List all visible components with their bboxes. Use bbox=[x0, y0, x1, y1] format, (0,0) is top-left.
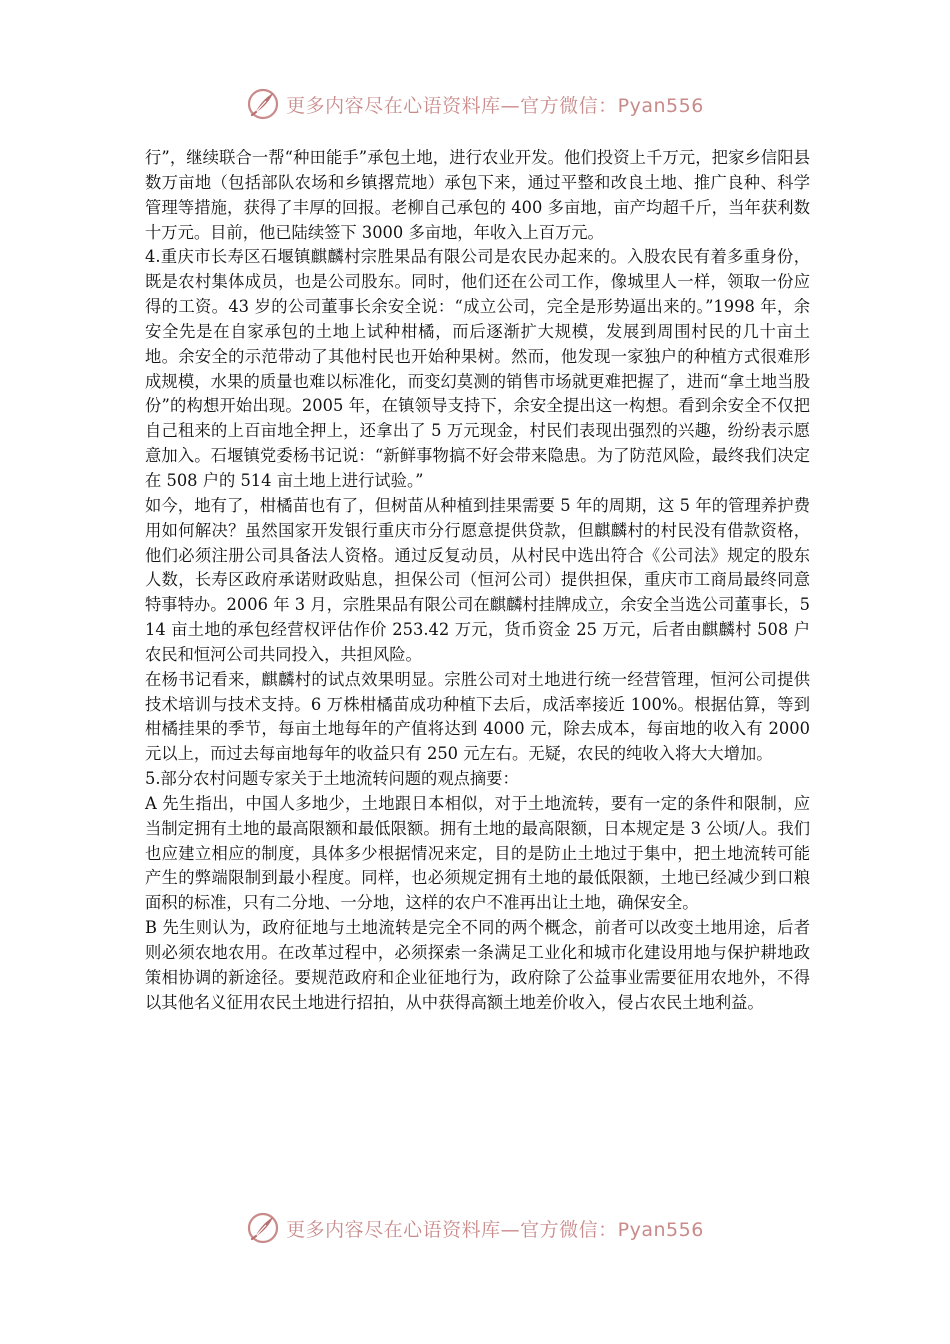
paragraph-6: A 先生指出，中国人多地少，土地跟日本相似，对于土地流转，要有一定的条件和限制，应当制定拥有土地的最高限额和最低限额。拥有土地的最高限额，日本规定是 3 公顷/人。我们也应建立相应的制度，具体多少根据情况来定，目的是防止土地过于集中，把土地流转可能产生的弊端限制到最小程度。同样，也必须规定拥有土地的最低限额，土地已经减少到口粮面积的标准，只有二分地、一分地，这样的农户不准再出让土地，确保安全。 bbox=[145, 793, 810, 913]
paragraph-2: 4.重庆市长寿区石堰镇麒麟村宗胜果品有限公司是农民办起来的。入股农民有着多重身份，既是农村集体成员，也是公司股东。同时，他们还在公司工作，像城里人一样，领取一份应得的工资。43 岁的公司董事长余安全说：“成立公司，完全是形势逼出来的。”1998 年，余安全先是在自家承包的土地上试种柑橘，而后逐渐扩大规模，发展到周围村民的几十亩土地。余安全的示范带动了其他村民也开始种果树。然而，他发现一家独户的种植方式很难形成规模，水果的质量也难以标准化，而变幻莫测的销售市场就更难把握了，进而“拿土地当股份”的构想开始出现。2005 年，在镇领导支持下，余安全提出这一构想。看到余安全不仅把自己租来的上百亩地全押上，还拿出了 5 万元现金，村民们表现出强烈的兴趣，纷纷表示愿意加入。石堰镇党委杨书记说：“新鲜事物搞不好会带来隐患。为了防范风险，最终我们决定在 508 户的 514 亩土地上进行试验。” bbox=[145, 247, 810, 490]
paragraph-4: 在杨书记看来，麒麟村的试点效果明显。宗胜公司对土地进行统一经营管理，恒河公司提供技术培训与技术支持。6 万株柑橘苗成功种植下去后，成活率接近 100%。根据估算，等到柑橘挂果的季节，每亩土地每年的产值将达到 4000 元，除去成本，每亩地的收入有 2000 元以上，而过去每亩地每年的收益只有 250 元左右。无疑，农民的纯收入将大大增加。 bbox=[145, 669, 810, 764]
feather-pen-icon bbox=[246, 1211, 280, 1245]
section-heading-5: 5.部分农村问题专家关于土地流转问题的观点摘要： bbox=[145, 769, 519, 789]
paragraph-3: 如今，地有了，柑橘苗也有了，但树苗从种植到挂果需要 5 年的周期，这 5 年的管理养护费用如何解决？虽然国家开发银行重庆市分行愿意提供贷款，但麒麟村的村民没有借款资格，他们必须注册公司具备法人资格。通过反复动员，从村民中选出符合《公司法》规定的股东人数，长寿区政府承诺财政贴息，担保公司（恒河公司）提供担保，重庆市工商局最终同意特事特办。2006 年 3 月，宗胜果品有限公司在麒麟村挂牌成立，余安全当选公司董事长，514 亩土地的承包经营权评估作价 253.42 万元，货币资金 25 万元，后者由麒麟村 508 户农民和恒河公司共同投入，共担风险。 bbox=[145, 495, 810, 664]
document-body bbox=[145, 146, 810, 1016]
header-banner-text: 更多内容尽在心语资料库—官方微信：Pyan556 bbox=[286, 94, 704, 117]
paragraph-1: 行”，继续联合一帮“种田能手”承包土地，进行农业开发。他们投资上千万元，把家乡信阳县数万亩地（包括部队农场和乡镇撂荒地）承包下来，通过平整和改良土地、推广良种、科学管理等措施，获得了丰厚的回报。老柳自己承包的 400 多亩地，亩产均超千斤，当年获利数十万元。目前，他已陆续签下 3000 多亩地，年收入上百万元。 bbox=[145, 148, 810, 242]
header-banner bbox=[0, 84, 950, 124]
paragraph-7: B 先生则认为，政府征地与土地流转是完全不同的两个概念，前者可以改变土地用途，后者则必须农地农用。在改革过程中，必须探索一条满足工业化和城市化建设用地与保护耕地政策相协调的新途径。要规范政府和企业征地行为，政府除了公益事业需要征用农地外，不得以其他名义征用农民土地进行招拍，从中获得高额土地差价收入，侵占农民土地利益。 bbox=[145, 918, 810, 1012]
feather-pen-icon bbox=[246, 87, 280, 121]
footer-banner bbox=[0, 1208, 950, 1248]
footer-banner-text: 更多内容尽在心语资料库—官方微信：Pyan556 bbox=[286, 1218, 704, 1241]
